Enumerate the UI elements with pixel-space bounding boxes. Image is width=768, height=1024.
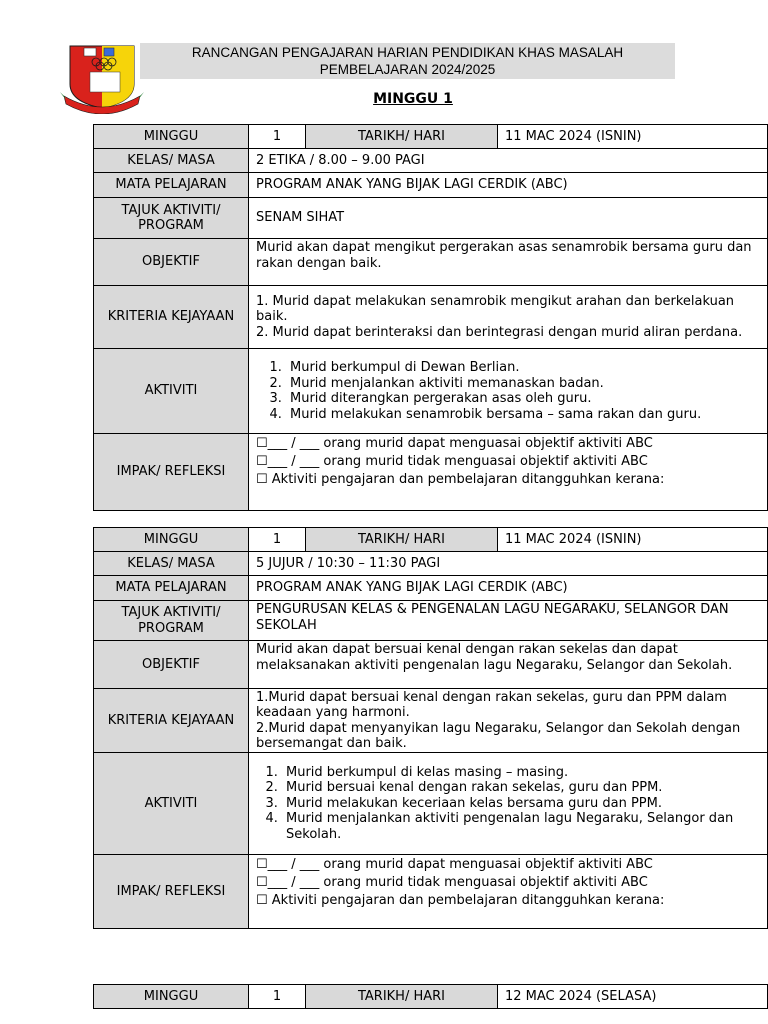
impak-checkbox-line: ☐ Aktiviti pengajaran dan pembelajaran ditangguhkan kerana:	[256, 472, 665, 487]
value-tarikh: 11 MAC 2024 (ISNIN)	[498, 125, 768, 149]
table-row	[94, 753, 768, 855]
value-kriteria	[249, 689, 768, 753]
table-row	[94, 239, 768, 286]
table-row	[94, 985, 768, 1009]
list-item: 1. Murid berkumpul di Dewan Berlian.	[286, 360, 760, 376]
list-item: 3. Murid melakukan keceriaan kelas bersama guru dan PPM.	[282, 796, 760, 812]
label-kelas-masa: KELAS/ MASA	[94, 552, 249, 576]
label-minggu: MINGGU	[94, 528, 249, 552]
label-minggu: MINGGU	[94, 985, 249, 1009]
label-aktiviti: AKTIVITI	[94, 349, 249, 434]
kriteria-item: 2. Murid dapat berinteraksi dan berintegrasi dengan murid aliran perdana.	[256, 324, 743, 340]
list-item: 4. Murid melakukan senamrobik bersama – sama rakan dan guru.	[286, 407, 760, 423]
value-mata-pelajaran: PROGRAM ANAK YANG BIJAK LAGI CERDIK (ABC)	[249, 173, 768, 198]
label-mata-pelajaran: MATA PELAJARAN	[94, 576, 249, 601]
label-impak: IMPAK/ REFLEKSI	[94, 855, 249, 929]
label-aktiviti: AKTIVITI	[94, 753, 249, 855]
list-item: 4. Murid menjalankan aktiviti pengenalan lagu Negaraku, Selangor dan Sekolah.	[282, 811, 760, 842]
crest-screen-icon	[104, 48, 114, 56]
list-item: 2. Murid menjalankan aktiviti memanaskan badan.	[286, 376, 760, 392]
label-tajuk: TAJUK AKTIVITI/ PROGRAM	[94, 601, 249, 641]
table-row	[94, 601, 768, 641]
list-item: 1. Murid berkumpul di kelas masing – masing.	[282, 765, 760, 781]
table-row	[94, 173, 768, 198]
value-kriteria	[249, 286, 768, 349]
table-row	[94, 552, 768, 576]
table-row	[94, 689, 768, 753]
impak-checkbox-line: ☐___ / ___ orang murid dapat menguasai objektif aktiviti ABC	[256, 436, 653, 451]
value-impak	[249, 855, 768, 929]
document-title-line2: PEMBELAJARAN 2024/2025	[319, 62, 496, 77]
label-mata-pelajaran: MATA PELAJARAN	[94, 173, 249, 198]
value-objektif: Murid akan dapat mengikut pergerakan asas senamrobik bersama guru dan rakan dengan baik.	[249, 239, 768, 286]
label-impak: IMPAK/ REFLEKSI	[94, 434, 249, 511]
kriteria-item: 1.Murid dapat bersuai kenal dengan rakan sekelas, guru dan PPM dalam keadaan yang harmoni.	[256, 689, 727, 720]
crest-book-icon	[84, 48, 96, 56]
table-row	[94, 855, 768, 929]
value-mata-pelajaran: PROGRAM ANAK YANG BIJAK LAGI CERDIK (ABC)	[249, 576, 768, 601]
value-minggu: 1	[249, 985, 306, 1009]
value-aktiviti	[249, 753, 768, 855]
table-row	[94, 576, 768, 601]
lesson-plan-table-2	[93, 527, 768, 929]
week-heading: MINGGU 1	[373, 91, 453, 107]
impak-checkbox-line: ☐ Aktiviti pengajaran dan pembelajaran ditangguhkan kerana:	[256, 893, 665, 908]
list-item: 2. Murid bersuai kenal dengan rakan sekelas, guru dan PPM.	[282, 780, 760, 796]
label-objektif: OBJEKTIF	[94, 641, 249, 689]
value-kelas: 5 JUJUR / 10:30 – 11:30 PAGI	[249, 552, 768, 576]
value-impak	[249, 434, 768, 511]
label-minggu: MINGGU	[94, 125, 249, 149]
lesson-plan-table-1	[93, 124, 768, 511]
list-item: 3. Murid diterangkan pergerakan asas oleh guru.	[286, 391, 760, 407]
impak-checkbox-line: ☐___ / ___ orang murid dapat menguasai objektif aktiviti ABC	[256, 857, 653, 872]
value-tarikh: 11 MAC 2024 (ISNIN)	[498, 528, 768, 552]
document-title-box	[140, 43, 675, 79]
label-tarikh-hari: TARIKH/ HARI	[306, 985, 498, 1009]
label-kriteria: KRITERIA KEJAYAAN	[94, 689, 249, 753]
value-tajuk: SENAM SIHAT	[249, 198, 768, 239]
value-tajuk: PENGURUSAN KELAS & PENGENALAN LAGU NEGARAKU, SELANGOR DAN SEKOLAH	[249, 601, 768, 641]
value-aktiviti	[249, 349, 768, 434]
table-row	[94, 349, 768, 434]
lesson-plan-table-3	[93, 984, 768, 1009]
label-tarikh-hari: TARIKH/ HARI	[306, 528, 498, 552]
table-row	[94, 198, 768, 239]
kriteria-item: 1. Murid dapat melakukan senamrobik mengikut arahan dan berkelakuan baik.	[256, 293, 735, 325]
label-tarikh-hari: TARIKH/ HARI	[306, 125, 498, 149]
value-tarikh: 12 MAC 2024 (SELASA)	[498, 985, 768, 1009]
label-kelas-masa: KELAS/ MASA	[94, 149, 249, 173]
impak-checkbox-line: ☐___ / ___ orang murid tidak menguasai objektif aktiviti ABC	[256, 875, 648, 890]
kriteria-item: 2.Murid dapat menyanyikan lagu Negaraku, Selangor dan Sekolah dengan bersemangat dan baik.	[256, 720, 741, 751]
table-row	[94, 286, 768, 349]
label-kriteria: KRITERIA KEJAYAAN	[94, 286, 249, 349]
table-row	[94, 528, 768, 552]
value-objektif: Murid akan dapat bersuai kenal dengan rakan sekelas dan dapat melaksanakan aktiviti pengenalan lagu Negaraku, Selangor dan Sekolah.	[249, 641, 768, 689]
value-minggu: 1	[249, 125, 306, 149]
table-row	[94, 641, 768, 689]
table-row	[94, 149, 768, 173]
label-objektif: OBJEKTIF	[94, 239, 249, 286]
value-kelas: 2 ETIKA / 8.00 – 9.00 PAGI	[249, 149, 768, 173]
table-row	[94, 125, 768, 149]
document-title-line1: RANCANGAN PENGAJARAN HARIAN PENDIDIKAN KHAS MASALAH	[191, 45, 624, 60]
crest-motto-band	[90, 72, 120, 92]
label-tajuk: TAJUK AKTIVITI/ PROGRAM	[94, 198, 249, 239]
value-minggu: 1	[249, 528, 306, 552]
impak-checkbox-line: ☐___ / ___ orang murid tidak menguasai objektif aktiviti ABC	[256, 454, 648, 469]
table-row	[94, 434, 768, 511]
